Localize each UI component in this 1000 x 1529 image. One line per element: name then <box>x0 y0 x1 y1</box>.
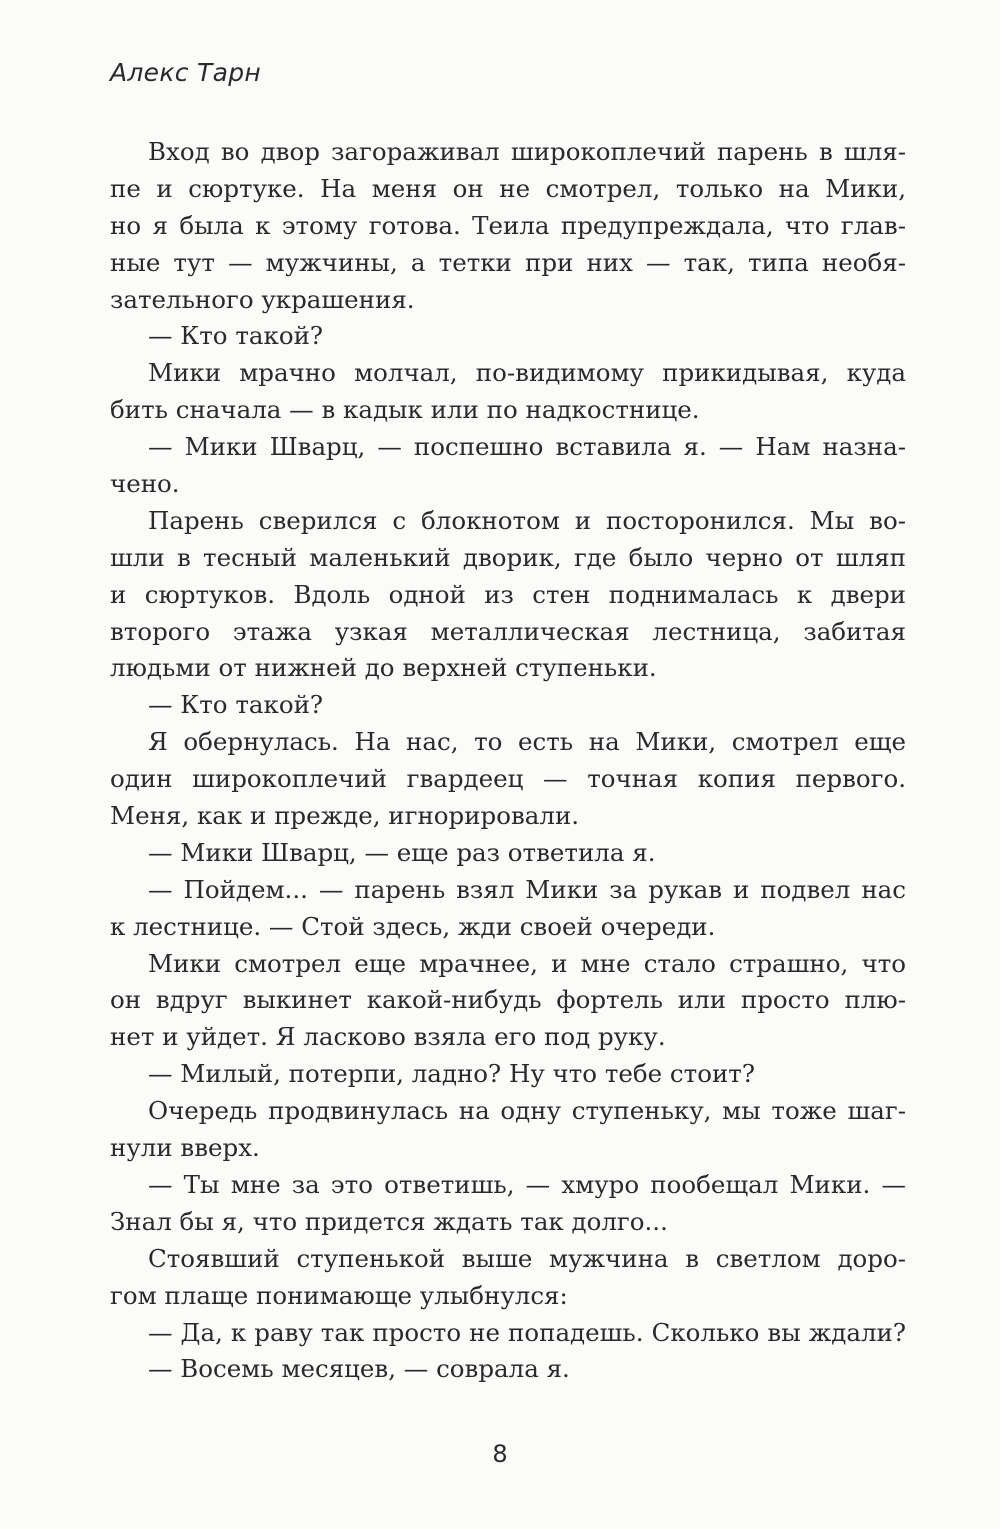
text-line: но я была к этому готова. Теила предупреждала, что глав- <box>110 210 906 240</box>
page-number: 8 <box>492 1440 508 1468</box>
text-line: зательного украшения. <box>110 284 415 314</box>
text-line: к лестнице. — Стой здесь, жди своей очереди. <box>110 911 716 941</box>
text-line: пе и сюртуке. На меня он не смотрел, только на Мики, <box>110 173 906 203</box>
body-text <box>110 134 906 1388</box>
text-line: Мики смотрел еще мрачнее, и мне стало страшно, что <box>148 948 906 978</box>
text-line: шли в тесный маленький дворик, где было черно от шляп <box>110 542 906 572</box>
text-line: — Кто такой? <box>148 690 324 720</box>
text-line: — Восемь месяцев, — соврала я. <box>148 1354 570 1384</box>
text-line: людьми от нижней до верхней ступеньки. <box>110 653 657 683</box>
text-line: — Да, к раву так просто не попадешь. Сколько вы ждали? <box>148 1317 906 1347</box>
text-line: ные тут — мужчины, а тетки при них — так, типа необя- <box>110 247 906 277</box>
text-line: нули вверх. <box>110 1133 260 1163</box>
text-line: Очередь продвинулась на одну ступеньку, мы тоже шаг- <box>148 1096 906 1126</box>
text-line: Мики мрачно молчал, по-видимому прикидывая, куда <box>148 358 906 388</box>
text-line: чено. <box>110 469 180 499</box>
text-line: бить сначала — в кадык или по надкостнице. <box>110 395 700 425</box>
text-line: Парень сверился с блокнотом и посторонился. Мы во- <box>148 505 906 535</box>
text-line: Я обернулась. На нас, то есть на Мики, смотрел еще <box>148 727 906 757</box>
text-line: — Пойдем... — парень взял Мики за рукав и подвел нас <box>148 874 906 904</box>
text-line: Меня, как и прежде, игнорировали. <box>110 801 580 831</box>
text-line: — Мики Шварц, — поспешно вставила я. — Нам назна- <box>148 432 906 462</box>
text-line: один широкоплечий гвардеец — точная копия первого. <box>110 764 906 794</box>
running-head-author: Алекс Тарн <box>110 58 262 87</box>
text-line: — Мики Шварц, — еще раз ответила я. <box>148 837 656 867</box>
text-line: нет и уйдет. Я ласково взяла его под руку. <box>110 1022 666 1052</box>
text-line: второго этажа узкая металлическая лестница, забитая <box>110 616 906 646</box>
text-line: Вход во двор загораживал широкоплечий парень в шля- <box>148 137 906 166</box>
text-line: Знал бы я, что придется ждать так долго... <box>110 1206 668 1236</box>
text-line: — Ты мне за это ответишь, — хмуро пообещал Мики. — <box>148 1169 906 1199</box>
text-line: — Кто такой? <box>148 321 324 351</box>
text-line: гом плаще понимающе улыбнулся: <box>110 1280 568 1310</box>
text-line: и сюртуков. Вдоль одной из стен поднималась к двери <box>110 579 906 609</box>
text-line: Стоявший ступенькой выше мужчина в светлом доро- <box>148 1243 906 1273</box>
text-line: он вдруг выкинет какой-нибудь фортель или просто плю- <box>110 985 906 1015</box>
text-line: — Милый, потерпи, ладно? Ну что тебе стоит? <box>148 1059 755 1089</box>
